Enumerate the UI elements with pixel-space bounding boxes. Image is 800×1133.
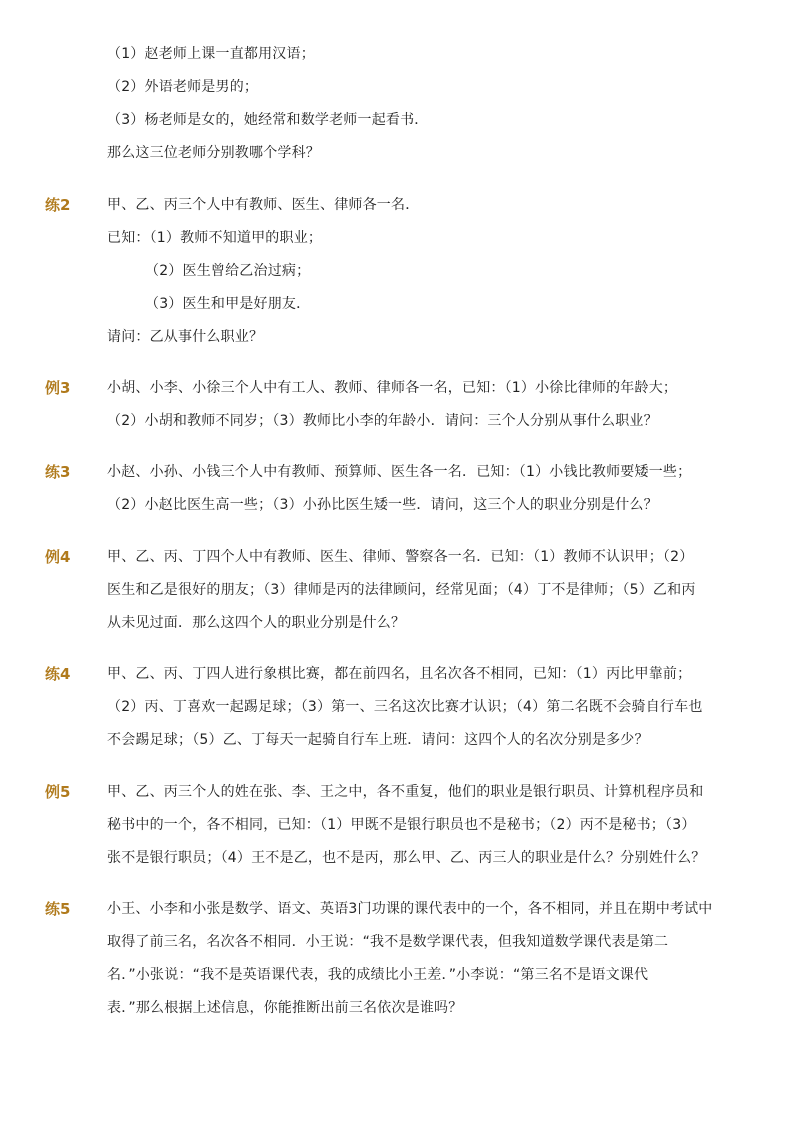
problem-line: 秘书中的一个，各不相同，已知：（1）甲既不是银行职员也不是秘书；（2）丙不是秘书；（3） (107, 817, 696, 833)
problem-line: 名．”小张说：“我不是英语课代表，我的成绩比小王差．”小李说：“第三名不是语文课代 (107, 967, 649, 983)
problem-line: 甲、乙、丙三个人中有教师、医生、律师各一名． (107, 197, 420, 213)
intro-condition-1: （1）赵老师上课一直都用汉语； (107, 46, 315, 62)
problem-line: 取得了前三名，名次各不相同．小王说：“我不是数学课代表，但我知道数学课代表是第二 (107, 934, 669, 950)
problem-tag-practice-3: 练3 (45, 463, 71, 481)
problem-line: 医生和乙是很好的朋友；（3）律师是丙的法律顾问，经常见面；（4）丁不是律师；（5）乙和丙 (107, 582, 696, 598)
problem-line: 从未见过面．那么这四个人的职业分别是什么？ (107, 615, 406, 631)
problem-line: 小胡、小李、小徐三个人中有工人、教师、律师各一名，已知：（1）小徐比律师的年龄大； (107, 380, 678, 396)
problem-line: 甲、乙、丙、丁四人进行象棋比赛，都在前四名，且名次各不相同，已知：（1）丙比甲靠前； (107, 666, 692, 682)
problem-line: （3）医生和甲是好朋友． (145, 296, 311, 312)
problem-tag-practice-4: 练4 (45, 665, 71, 683)
problem-line: 张不是银行职员；（4）王不是乙，也不是丙，那么甲、乙、丙三人的职业是什么？分别姓什么？ (107, 850, 706, 866)
intro-condition-3: （3）杨老师是女的，她经常和数学老师一起看书． (107, 112, 429, 128)
intro-question: 那么这三位老师分别教哪个学科？ (107, 145, 320, 161)
problem-tag-example-3: 例3 (45, 379, 71, 397)
problem-line: 甲、乙、丙三个人的姓在张、李、王之中，各不重复，他们的职业是银行职员、计算机程序员和 (107, 784, 704, 800)
problem-tag-example-5: 例5 (45, 783, 71, 801)
problem-line: 小赵、小孙、小钱三个人中有教师、预算师、医生各一名．已知：（1）小钱比教师要矮一些； (107, 464, 692, 480)
problem-line: （2）医生曾给乙治过病； (145, 263, 311, 279)
problem-tag-example-4: 例4 (45, 548, 71, 566)
problem-line: 甲、乙、丙、丁四个人中有教师、医生、律师、警察各一名．已知：（1）教师不认识甲；（2） (107, 549, 694, 565)
problem-line: 不会踢足球；（5）乙、丁每天一起骑自行车上班．请问：这四个人的名次分别是多少？ (107, 732, 649, 748)
problem-tag-practice-2: 练2 (45, 196, 71, 214)
problem-line: 已知：（1）教师不知道甲的职业； (107, 230, 323, 246)
problem-line: 小王、小李和小张是数学、语文、英语3门功课的课代表中的一个，各不相同，并且在期中考试中 (107, 901, 713, 917)
problem-line: 请问：乙从事什么职业？ (107, 329, 264, 345)
problem-tag-practice-5: 练5 (45, 900, 71, 918)
problem-line: 表．”那么根据上述信息，你能推断出前三名依次是谁吗？ (107, 1000, 463, 1016)
problem-line: （2）小胡和教师不同岁；（3）教师比小李的年龄小．请问：三个人分别从事什么职业？ (107, 413, 658, 429)
intro-condition-2: （2）外语老师是男的； (107, 79, 259, 95)
problem-line: （2）丙、丁喜欢一起踢足球；（3）第一、三名这次比赛才认识；（4）第二名既不会骑自行车也 (107, 699, 703, 715)
problem-line: （2）小赵比医生高一些；（3）小孙比医生矮一些．请问，这三个人的职业分别是什么？ (107, 497, 658, 513)
